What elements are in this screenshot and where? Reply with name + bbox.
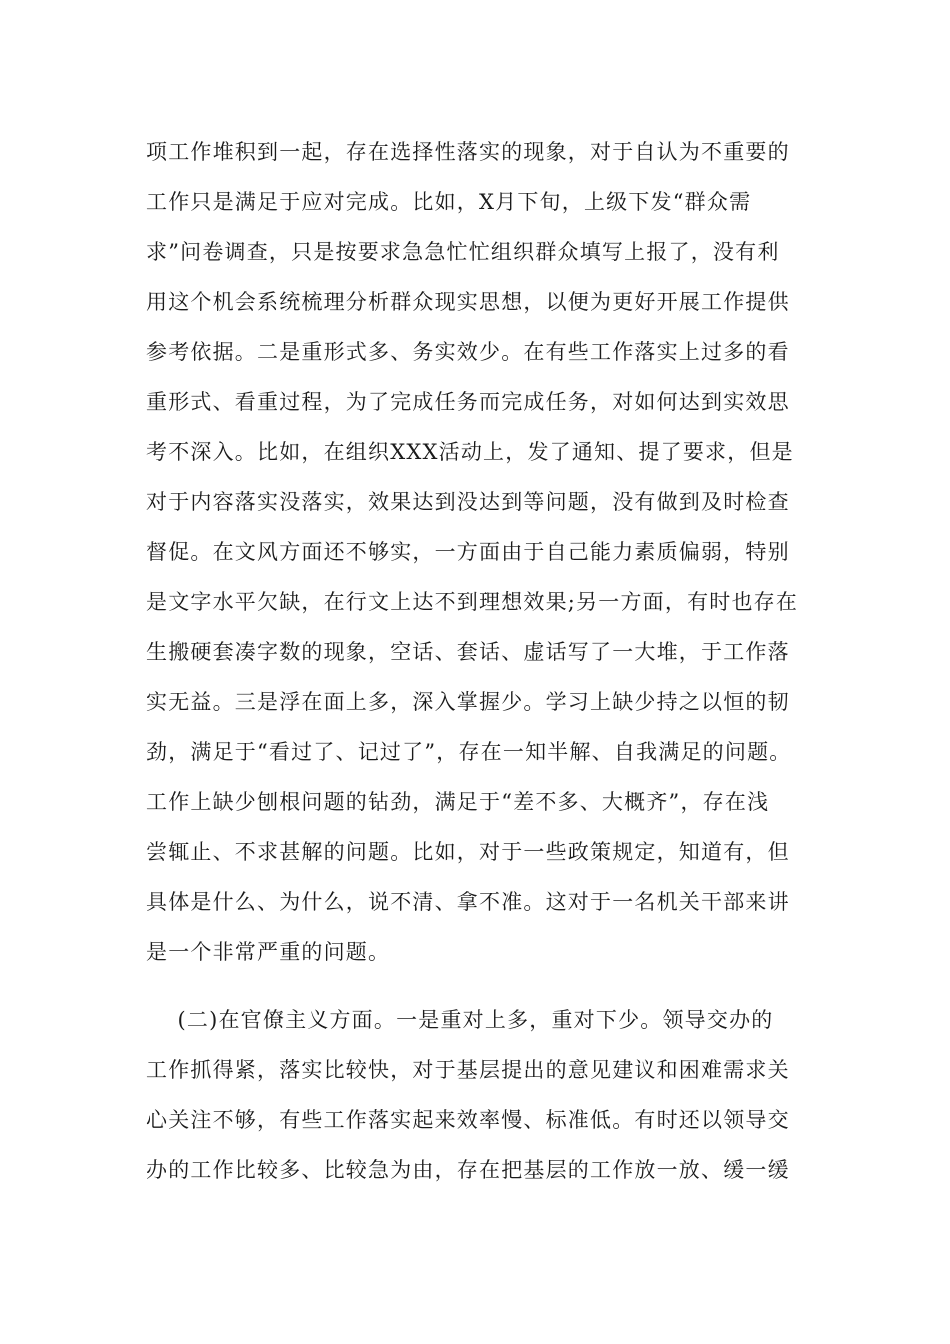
text-line: 重形式、看重过程，为了完成任务而完成任务，对如何达到实效思 bbox=[146, 390, 790, 414]
text-line: 是一个非常严重的问题。 bbox=[146, 940, 391, 964]
text-line: 具体是什么、为什么，说不清、拿不准。这对于一名机关干部来讲 bbox=[146, 890, 790, 914]
text-line: 办的工作比较多、比较急为由，存在把基层的工作放一放、缓一缓 bbox=[146, 1158, 790, 1182]
text-line: 工作抓得紧，落实比较快，对于基层提出的意见建议和困难需求关 bbox=[146, 1058, 790, 1082]
text-line: (二)在官僚主义方面。一是重对上多，重对下少。领导交办的 bbox=[146, 1008, 774, 1032]
text-line: 考不深入。比如，在组织XXX活动上，发了通知、提了要求，但是 bbox=[146, 440, 794, 464]
text-line: 劲，满足于“看过了、记过了”，存在一知半解、自我满足的问题。 bbox=[146, 740, 792, 764]
text-line: 求”问卷调查，只是按要求急急忙忙组织群众填写上报了，没有利 bbox=[146, 240, 780, 264]
text-line: 对于内容落实没落实，效果达到没达到等问题，没有做到及时检查 bbox=[146, 490, 790, 514]
text-line: 实无益。三是浮在面上多，深入掌握少。学习上缺少持之以恒的韧 bbox=[146, 690, 790, 714]
text-line: 用这个机会系统梳理分析群众现实思想，以便为更好开展工作提供 bbox=[146, 290, 790, 314]
paragraph-1 bbox=[146, 127, 826, 977]
text-line: 尝辄止、不求甚解的问题。比如，对于一些政策规定，知道有，但 bbox=[146, 840, 790, 864]
paragraph-2 bbox=[146, 995, 826, 1195]
text-line: 督促。在文风方面还不够实，一方面由于自己能力素质偏弱，特别 bbox=[146, 540, 790, 564]
text-line: 工作只是满足于应对完成。比如，X月下旬，上级下发“群众需 bbox=[146, 190, 752, 214]
text-line: 项工作堆积到一起，存在选择性落实的现象，对于自认为不重要的 bbox=[146, 140, 790, 164]
text-line: 是文字水平欠缺，在行文上达不到理想效果;另一方面，有时也存在 bbox=[146, 590, 799, 614]
text-line: 心关注不够，有些工作落实起来效率慢、标准低。有时还以领导交 bbox=[146, 1108, 790, 1132]
text-line: 生搬硬套凑字数的现象，空话、套话、虚话写了一大堆，于工作落 bbox=[146, 640, 790, 664]
text-line: 工作上缺少刨根问题的钻劲，满足于“差不多、大概齐”，存在浅 bbox=[146, 790, 770, 814]
text-line: 参考依据。二是重形式多、务实效少。在有些工作落实上过多的看 bbox=[146, 340, 790, 364]
